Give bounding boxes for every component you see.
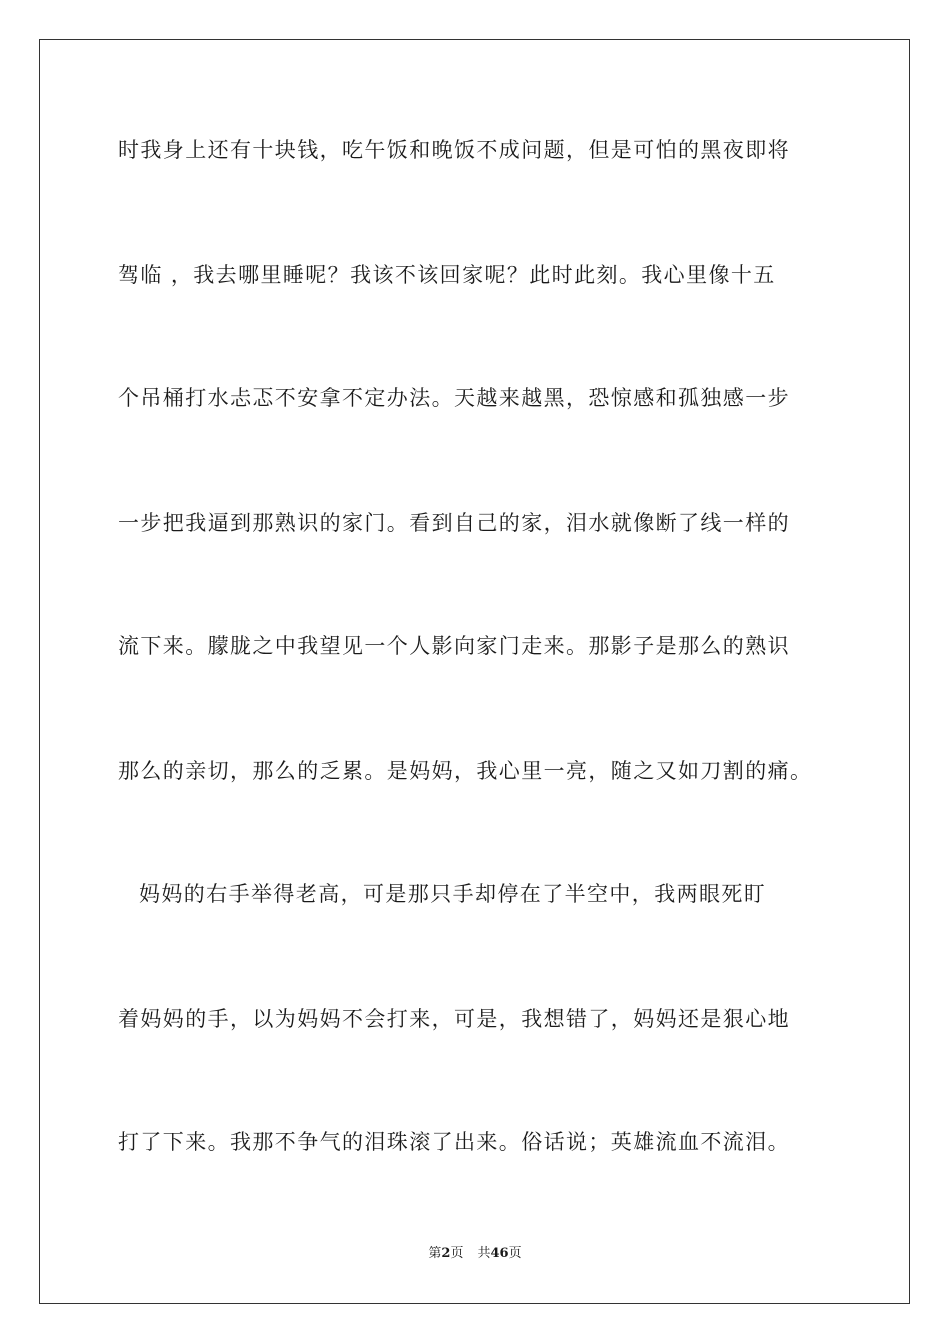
total-pages: 46 [490, 1246, 509, 1261]
page-footer [0, 1246, 950, 1262]
total-prefix: 共 [477, 1246, 491, 1261]
text-line: 打了下来。我那不争气的泪珠滚了出来。俗话说；英雄流血不流泪。 [118, 1130, 790, 1154]
text-line: 流下来。朦胧之中我望见一个人影向家门走来。那影子是那么的熟识 [118, 634, 790, 658]
text-line: 那么的亲切，那么的乏累。是妈妈，我心里一亮，随之又如刀割的痛。 [118, 759, 813, 783]
text-line: 时我身上还有十块钱，吃午饭和晚饭不成问题，但是可怕的黑夜即将 [118, 138, 790, 162]
text-line: 个吊桶打水忐忑不安拿不定办法。天越来越黑，恐惊感和孤独感一步 [118, 386, 790, 410]
text-line: 一步把我逼到那熟识的家门。看到自己的家，泪水就像断了线一样的 [118, 511, 790, 535]
total-suffix: 页 [508, 1246, 522, 1261]
page-number: 2 [441, 1246, 451, 1261]
text-line: 着妈妈的手，以为妈妈不会打来，可是，我想错了，妈妈还是狠心地 [118, 1007, 790, 1031]
text-line: 驾临 ，我去哪里睡呢？我该不该回家呢？此时此刻。我心里像十五 [118, 263, 776, 287]
text-line-indented: 妈妈的右手举得老高，可是那只手却停在了半空中，我两眼死盯 [139, 882, 767, 906]
page-suffix: 页 [450, 1246, 464, 1261]
page-prefix: 第 [428, 1246, 442, 1261]
